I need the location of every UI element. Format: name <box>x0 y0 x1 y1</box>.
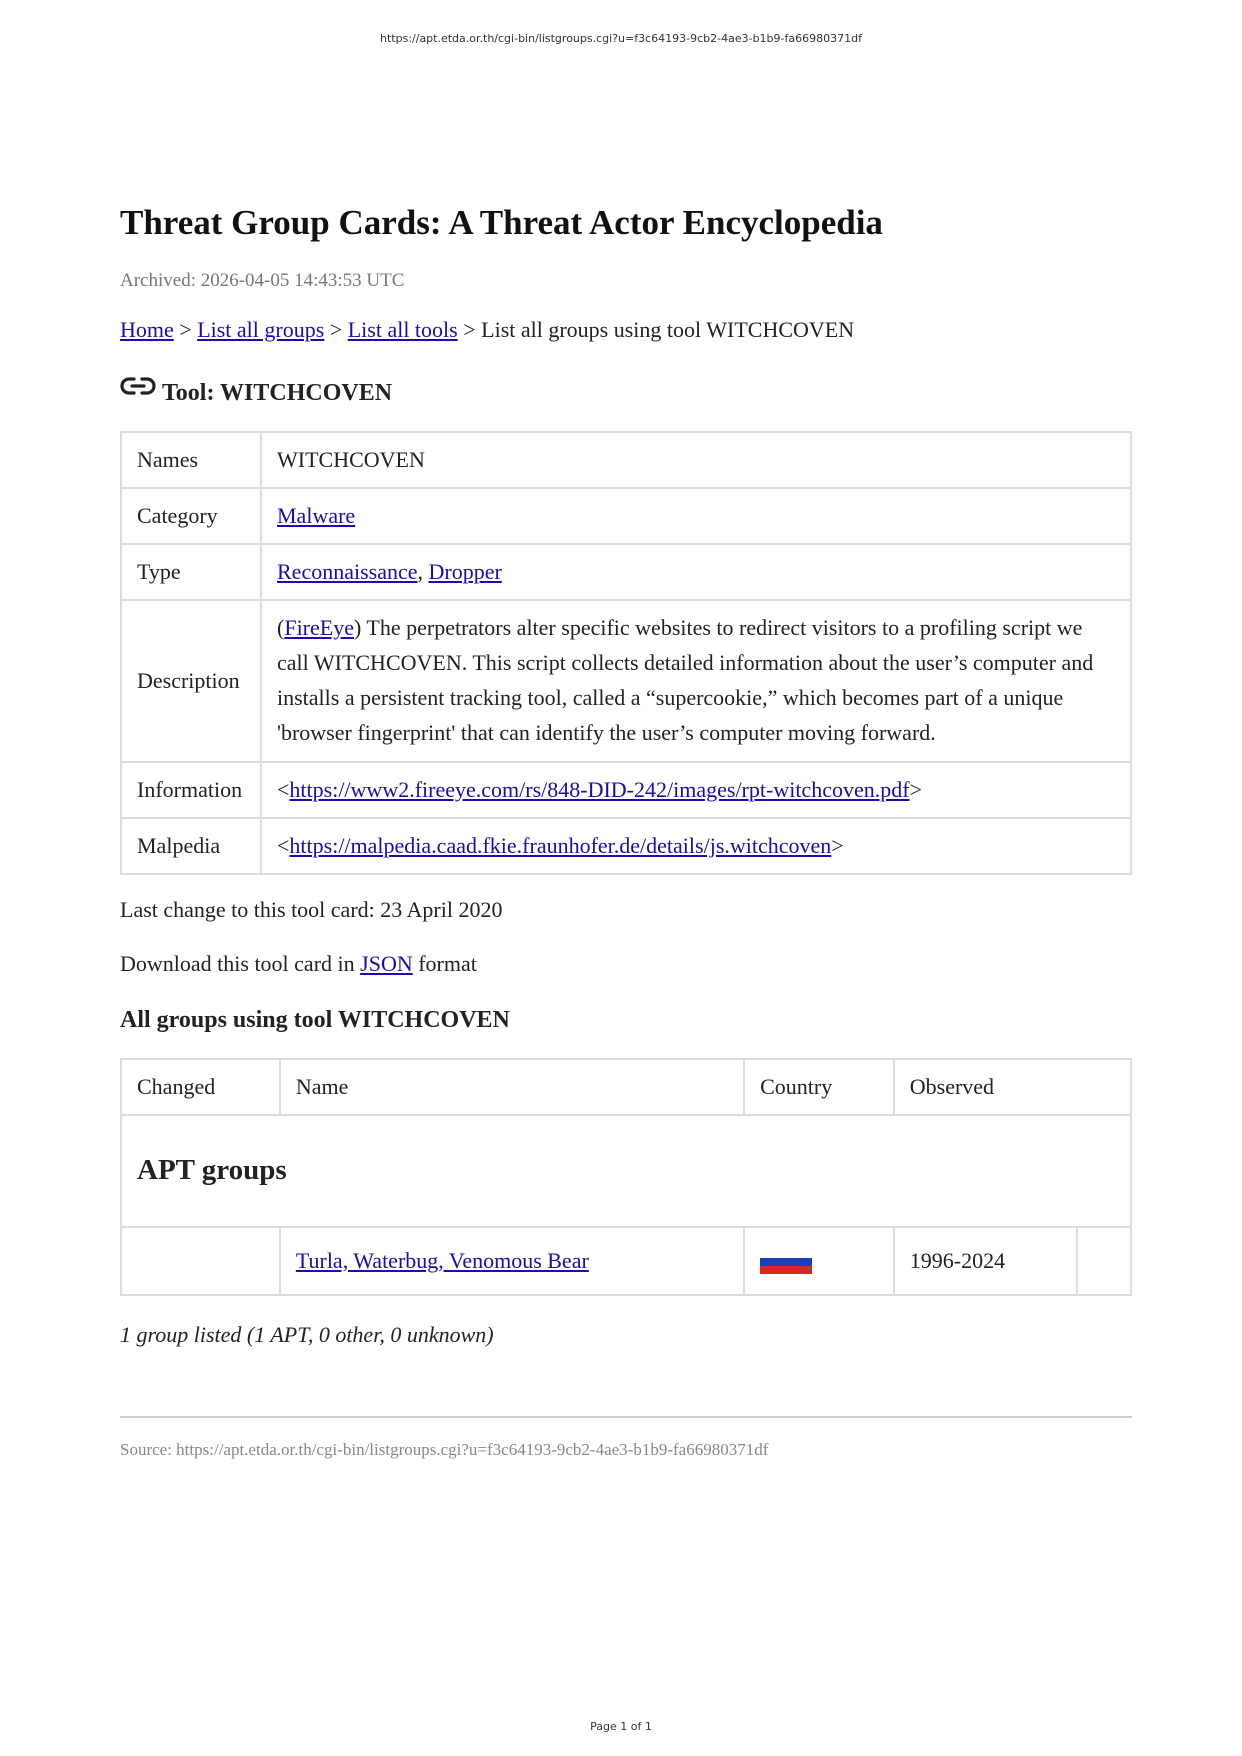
category-cell <box>261 488 1131 544</box>
category-link[interactable]: Malware <box>277 502 356 528</box>
breadcrumb-separator: > <box>179 316 192 342</box>
fireeye-link[interactable]: FireEye <box>284 614 354 640</box>
malpedia-key: Malpedia <box>121 818 261 874</box>
group-extra-cell <box>1077 1227 1131 1295</box>
type-link-reconnaissance[interactable]: Reconnaissance <box>277 558 418 584</box>
table-row <box>121 1227 1131 1295</box>
archived-timestamp: Archived: 2026-04-05 14:43:53 UTC <box>120 269 405 291</box>
groups-summary: 1 group listed (1 APT, 0 other, 0 unknown) <box>120 1321 494 1347</box>
footer-divider <box>120 1416 1132 1418</box>
description-cell <box>261 600 1131 762</box>
source-url: Source: https://apt.etda.or.th/cgi-bin/listgroups.cgi?u=f3c64193-9cb2-4ae3-b1b9-fa66980371df <box>120 1439 769 1459</box>
gt-bracket: > <box>909 776 922 802</box>
last-change-text: Last change to this tool card: 23 April 2020 <box>120 896 503 922</box>
names-key: Names <box>121 432 261 488</box>
tool-heading <box>120 375 1132 407</box>
groups-header-row <box>121 1059 1131 1115</box>
column-header-observed: Observed <box>894 1059 1131 1115</box>
information-cell <box>261 762 1131 818</box>
table-row <box>121 818 1131 874</box>
breadcrumb-home-link[interactable]: Home <box>120 316 174 342</box>
group-name-cell <box>280 1227 744 1295</box>
category-key: Category <box>121 488 261 544</box>
page-number: Page 1 of 1 <box>590 1720 652 1733</box>
lt-bracket: < <box>277 832 290 858</box>
type-cell <box>261 544 1131 600</box>
type-separator: , <box>417 558 423 584</box>
breadcrumb-current: List all groups using tool WITCHCOVEN <box>481 316 855 342</box>
group-country-cell <box>744 1227 894 1295</box>
description-open-paren: ( <box>277 614 285 640</box>
description-text: ) The perpetrators alter specific websites to redirect visitors to a profiling script we call WITCHCOVEN. This script collects detailed information about the user’s computer and installs a persistent tracking tool, called a “supercookie,” which becomes part of a unique 'browser fingerprint' that can identify the user’s computer moving forward. <box>277 614 1094 745</box>
download-prefix: Download this tool card in <box>120 950 355 976</box>
section-title-apt-groups: APT groups <box>121 1115 1131 1227</box>
breadcrumb-groups-link[interactable]: List all groups <box>197 316 325 342</box>
table-row <box>121 488 1131 544</box>
table-row <box>121 432 1131 488</box>
breadcrumb-separator: > <box>463 316 476 342</box>
page-content <box>120 200 1132 1460</box>
type-link-dropper[interactable]: Dropper <box>428 558 502 584</box>
information-link[interactable]: https://www2.fireeye.com/rs/848-DID-242/images/rpt-witchcoven.pdf <box>289 776 910 802</box>
json-download-link[interactable]: JSON <box>360 950 413 976</box>
groups-heading: All groups using tool WITCHCOVEN <box>120 1006 510 1033</box>
description-key: Description <box>121 600 261 762</box>
groups-table <box>120 1058 1132 1296</box>
table-row <box>121 762 1131 818</box>
gt-bracket: > <box>831 832 844 858</box>
group-link-turla[interactable]: Turla, Waterbug, Venomous Bear <box>295 1247 589 1273</box>
link-icon <box>120 375 156 397</box>
column-header-name: Name <box>280 1059 744 1115</box>
information-key: Information <box>121 762 261 818</box>
column-header-country: Country <box>744 1059 894 1115</box>
type-key: Type <box>121 544 261 600</box>
table-row <box>121 600 1131 762</box>
group-changed-cell <box>121 1227 280 1295</box>
group-observed-cell: 1996-2024 <box>894 1227 1077 1295</box>
download-suffix: format <box>418 950 477 976</box>
print-header-url: https://apt.etda.or.th/cgi-bin/listgroups.cgi?u=f3c64193-9cb2-4ae3-b1b9-fa66980371df <box>380 32 862 45</box>
breadcrumb-separator: > <box>329 316 343 342</box>
table-row <box>121 544 1131 600</box>
malpedia-cell <box>261 818 1131 874</box>
names-value: WITCHCOVEN <box>261 432 1131 488</box>
lt-bracket: < <box>277 776 290 802</box>
section-row <box>121 1115 1131 1227</box>
malpedia-link[interactable]: https://malpedia.caad.fkie.fraunhofer.de/details/js.witchcoven <box>289 832 832 858</box>
breadcrumb <box>120 317 1132 343</box>
breadcrumb-tools-link[interactable]: List all tools <box>347 316 458 342</box>
page-title: Threat Group Cards: A Threat Actor Encyclopedia <box>120 203 883 242</box>
tool-heading-text: Tool: WITCHCOVEN <box>162 379 393 406</box>
tool-card-table <box>120 431 1132 875</box>
column-header-changed: Changed <box>121 1059 280 1115</box>
download-line <box>120 951 1132 977</box>
russia-flag-icon <box>760 1251 812 1274</box>
